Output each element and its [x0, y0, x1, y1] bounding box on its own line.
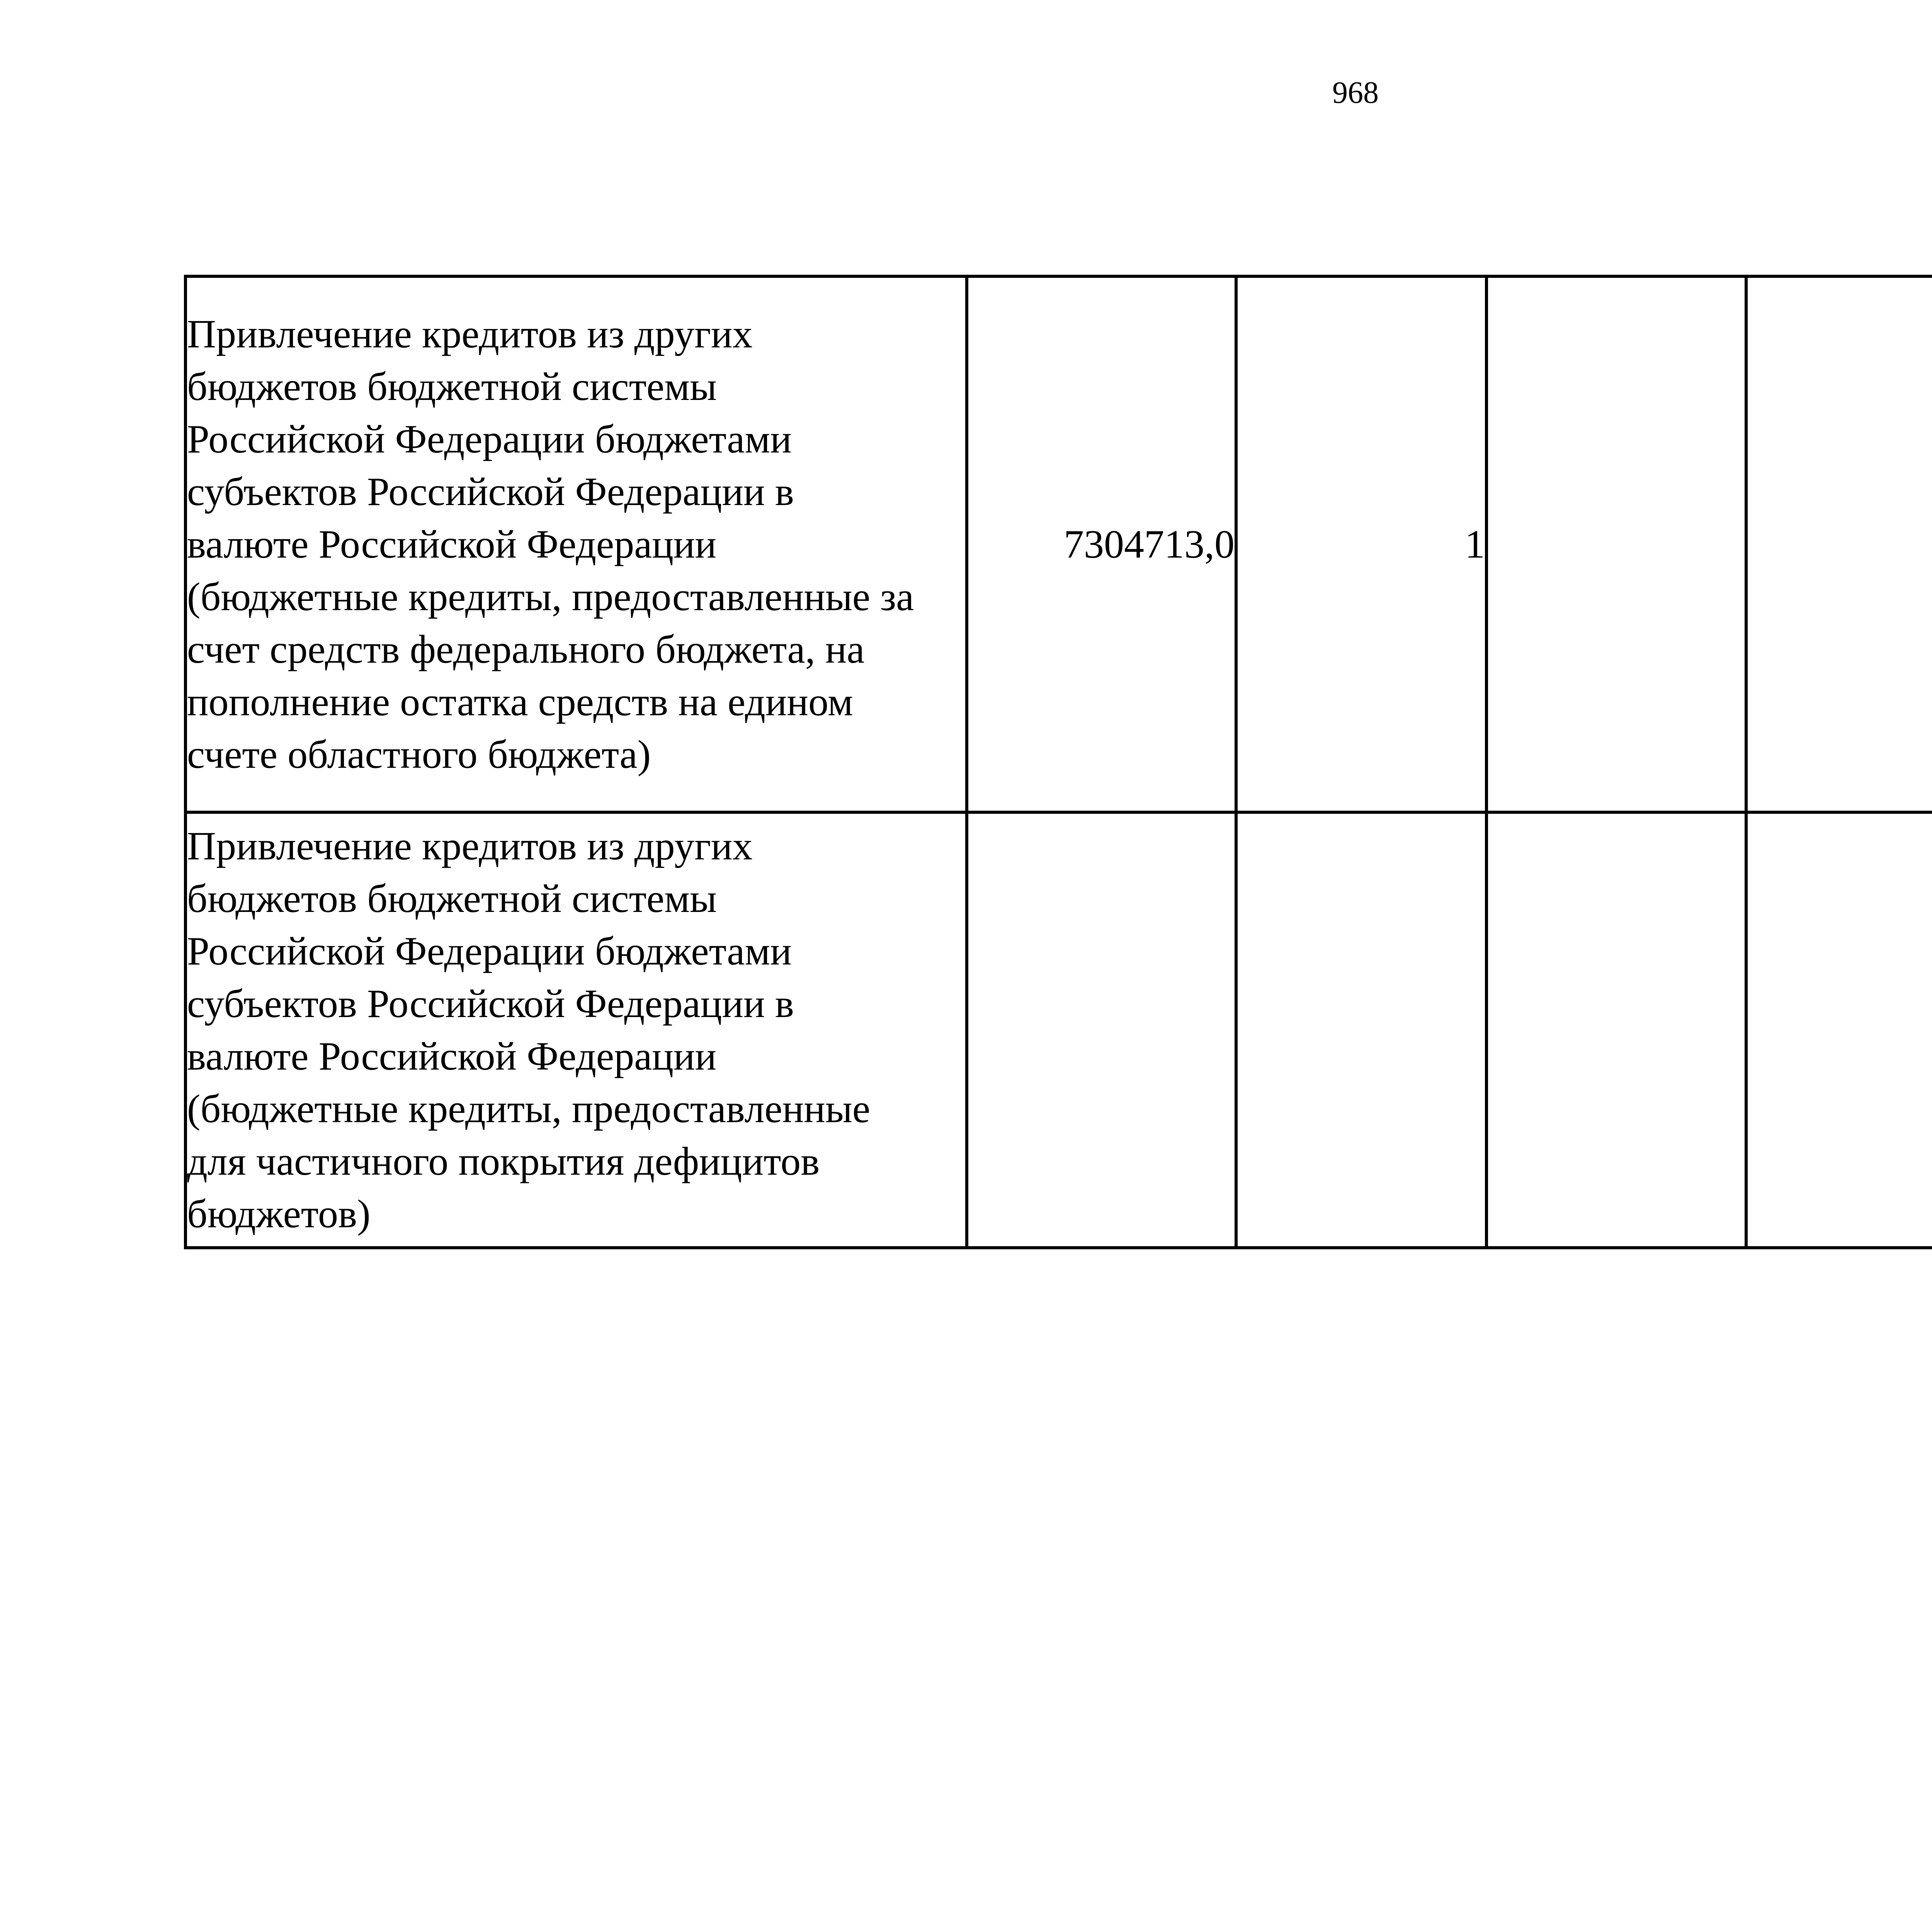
empty-cell: [1486, 276, 1746, 812]
budget-table: [184, 275, 1932, 1249]
amount-cell: 7304713,0: [967, 276, 1236, 812]
page-number: 968: [1332, 76, 1379, 110]
table-row: [185, 812, 1932, 1248]
empty-cell: [1486, 812, 1746, 1248]
empty-cell: [1746, 812, 1932, 1248]
amount-cell: [967, 812, 1236, 1248]
table-row: [185, 276, 1932, 812]
empty-cell: [1746, 276, 1932, 812]
value-cell: [1236, 812, 1486, 1248]
value-cell: 1: [1236, 276, 1486, 812]
row-description: Привлечение кредитов из других бюджетов бюджетной системы Российской Федерации бюджетами субъектов Российской Федерации в валюте Российской Федерации (бюджетные кредиты, предоставленные за счет средств федерального бюджета, на пополнение остатка средств на едином счете областного бюджета): [185, 276, 967, 812]
row-description: Привлечение кредитов из других бюджетов бюджетной системы Российской Федерации бюджетами субъектов Российской Федерации в валюте Российской Федерации (бюджетные кредиты, предоставленные для частичного покрытия дефицитов бюджетов): [185, 812, 967, 1248]
